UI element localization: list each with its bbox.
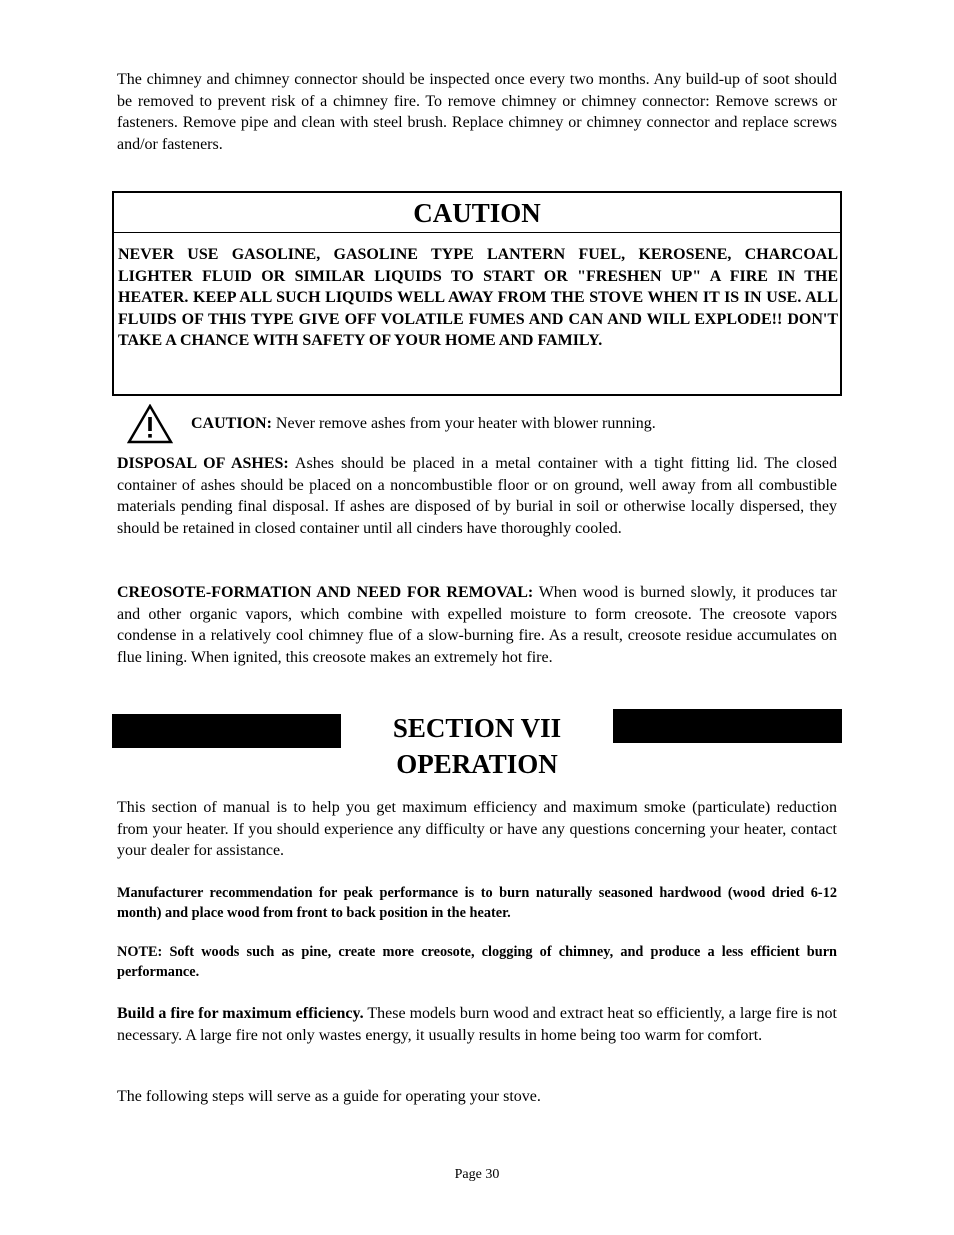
page-number: Page 30 — [454, 1167, 500, 1182]
section-left-bar — [112, 714, 341, 748]
blower-caution-text — [191, 413, 656, 434]
caution-box-text: NEVER USE GASOLINE, GASOLINE TYPE LANTERN FUEL, KEROSENE, CHARCOAL LIGHTER FLUID OR SIMILAR LIQUIDS TO START OR "FRESHEN UP" A FIRE IN THE HEATER. KEEP ALL SUCH LIQUIDS WELL AWAY FROM THE STOVE WHEN IT IS IN USE. ALL FLUIDS OF THIS TYPE GIVE OFF VOLATILE FUMES AND CAN AND WILL EXPLODE!! DON'T TAKE A CHANCE WITH SAFETY OF YOUR HOME AND FAMILY. — [118, 246, 838, 350]
section-title: OPERATION — [396, 749, 558, 779]
section-right-bar — [613, 709, 842, 743]
blower-caution-message: Never remove ashes from your heater with blower running. — [271, 415, 656, 432]
manufacturer-recommendation: Manufacturer recommendation for peak performance is to burn naturally seasoned hardwood (wood dried 6-12 month) and place wood from front to back position in the heater. — [117, 885, 837, 921]
blower-caution-label: CAUTION: — [191, 415, 272, 432]
creosote-paragraph — [117, 582, 837, 668]
build-fire-text: These models burn wood and extract heat so efficiently, a large fire is not necessary. A large fire not only wastes energy, it usually results in home being too warm for comfort. — [117, 1005, 837, 1044]
disposal-of-ashes-text: Ashes should be placed in a metal container with a tight fitting lid. The closed container of ashes should be placed on a noncombustible floor or on ground, well away from all combustible materials pending final disposal. If ashes are disposed of by burial in soil or otherwise locally dispersed, they should be retained in closed container until all cinders have thoroughly cooled. — [117, 455, 838, 537]
creosote-heading: CREOSOTE-FORMATION AND NEED FOR REMOVAL: — [117, 584, 534, 601]
caution-box — [112, 191, 842, 396]
creosote-text: When wood is burned slowly, it produces tar and other organic vapors, which combine with expelled moisture to form creosote. The creosote vapors condense in a relatively cool chimney flue of a slow-burning fire. As a result, creosote residue accumulates on flue lining. When ignited, this creosote makes an extremely hot fire. — [117, 584, 837, 666]
warning-triangle-icon — [127, 404, 173, 444]
operation-intro-paragraph: This section of manual is to help you get maximum efficiency and maximum smoke (particulate) reduction from your heater. If you should experience any difficulty or have any questions concerning your heater, contact your dealer for assistance. — [117, 799, 837, 860]
caution-box-title: CAUTION — [114, 194, 840, 233]
build-fire-paragraph — [117, 1003, 837, 1046]
section-number: SECTION VII — [392, 713, 562, 743]
blower-caution-row — [127, 404, 847, 444]
following-steps-text: The following steps will serve as a guide for operating your stove. — [117, 1088, 541, 1105]
disposal-of-ashes-paragraph — [117, 453, 837, 539]
softwood-note: NOTE: Soft woods such as pine, create more creosote, clogging of chimney, and produce a less efficient burn performance. — [117, 944, 837, 980]
build-fire-heading: Build a fire for maximum efficiency. — [117, 1005, 364, 1022]
disposal-of-ashes-heading: DISPOSAL OF ASHES: — [117, 455, 289, 472]
chimney-inspection-paragraph: The chimney and chimney connector should be inspected once every two months. Any build-up of soot should be removed to prevent risk of a chimney fire. To remove chimney or chimney connector: Remove screws or fasteners. Remove pipe and clean with steel brush. Replace chimney or chimney connector and replace screws and/or fasteners. — [117, 71, 837, 153]
